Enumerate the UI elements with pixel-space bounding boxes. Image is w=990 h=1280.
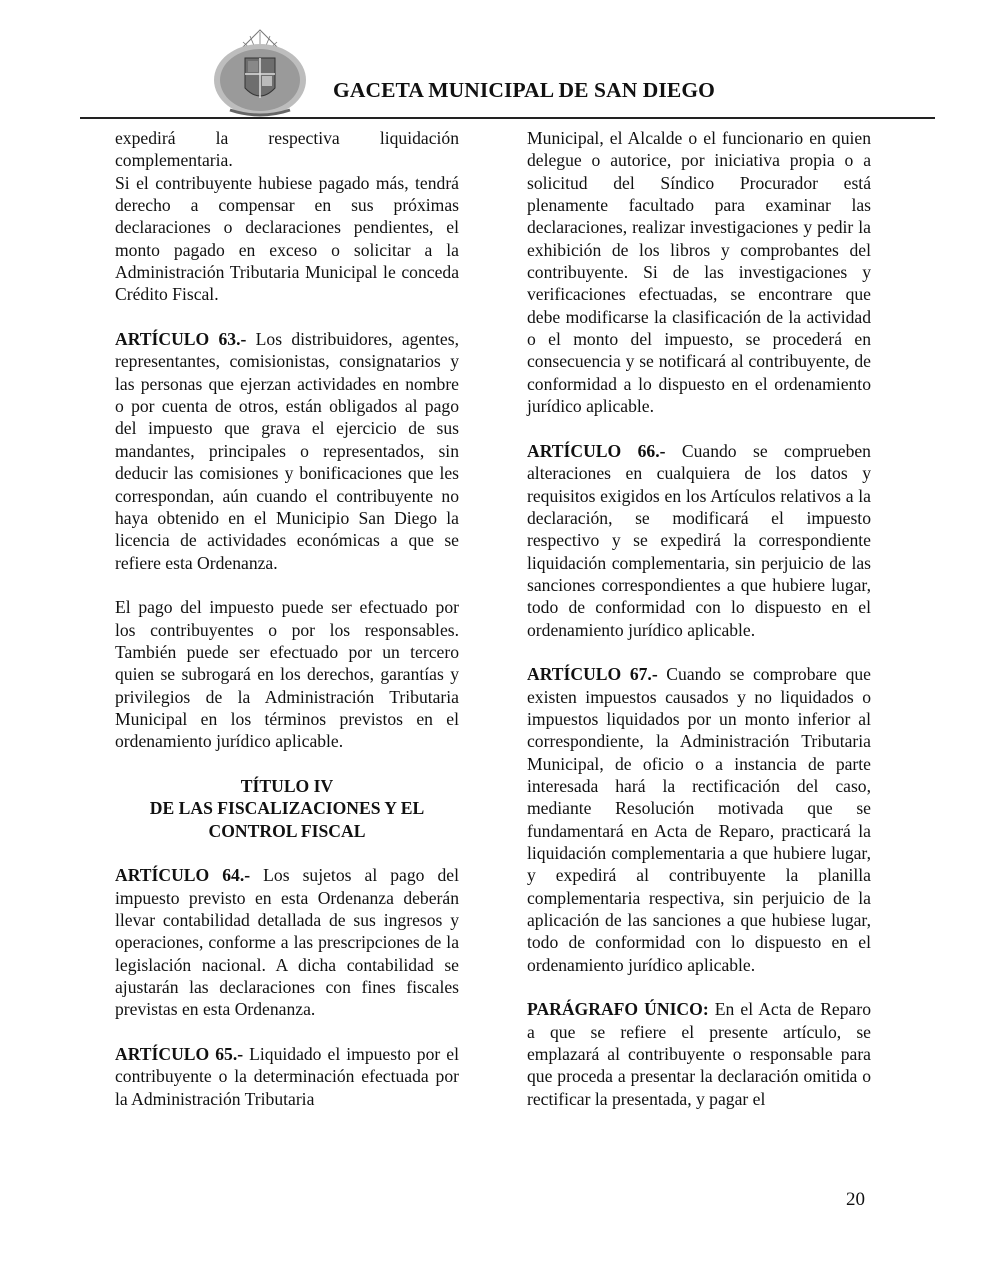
article-text: Los distribuidores, agentes, representantes, comisionistas, consignatarios y las personas que ejerzan actividades en nombre o por cuenta de otros, están obligados al pago del impuesto que grava el ejercicio de sus mandantes, principales o representados, sin deducir las comisiones y bonificaciones que les correspondan, aún cuando el contribuyente no haya obtenido en el Municipio San Diego la licencia de actividades económicas a que se refiere esta Ordenanza. [115, 329, 459, 573]
header-divider [80, 117, 935, 119]
article-label: ARTÍCULO 64.- [115, 865, 251, 886]
paragraph: El pago del impuesto puede ser efectuado por los contribuyentes o por los responsables. También puede ser efectuado por un tercero quien se subrogará en los derechos, garantías y privilegios de la Administración Tributaria Municipal en los términos previstos en el ordenamiento jurídico aplicable. [115, 597, 459, 752]
paragraph-text: En el Acta de Reparo a que se refiere el presente artículo, se emplazará al contribuyente o responsable para que proceda a presentar la declaración omitida o rectificar la presentada, y pagar el [527, 999, 871, 1109]
left-column [115, 127, 459, 1132]
coat-of-arms-logo [210, 28, 310, 120]
gazette-title: GACETA MUNICIPAL DE SAN DIEGO [333, 78, 715, 102]
article-65 [115, 1043, 459, 1110]
article-66 [527, 440, 871, 641]
paragraph: Si el contribuyente hubiese pagado más, tendrá derecho a compensar en sus próximas declaraciones o declaraciones pendientes, el monto pagado en exceso o solicitar a la Administración Tributaria Municipal le conceda Crédito Fiscal. [115, 172, 459, 305]
article-text: Los sujetos al pago del impuesto previsto en esta Ordenanza deberán llevar contabilidad detallada de sus ingresos y operaciones, conforme a las prescripciones de la legislación nacional. A dicha contabilidad se ajustarán las declaraciones con fines fiscales previstas en esta Ordenanza. [115, 865, 459, 1020]
page-number: 20 [846, 1189, 865, 1210]
paragraph: Municipal, el Alcalde o el funcionario en quien delegue o autorice, por iniciativa propia o a solicitud del Síndico Procurador está plenamente facultado para examinar las declaraciones, realizar investigaciones y pedir la exhibición de los libros y comprobantes del contribuyente. Si de las investigaciones y verificaciones efectuadas, se encontrare que debe modificarse la clasificación de la actividad o el monto del impuesto, se procederá en consecuencia y se notificará al contribuyente, de conformidad a lo dispuesto en el ordenamiento jurídico aplicable. [527, 128, 871, 417]
article-text: Liquidado el impuesto por el contribuyente o la determinación efectuada por la Administración Tributaria [115, 1044, 459, 1109]
article-label: ARTÍCULO 67.- [527, 664, 658, 685]
heading-line: DE LAS FISCALIZACIONES Y EL [149, 798, 425, 819]
paragraph-label: PARÁGRAFO ÚNICO: [527, 999, 709, 1020]
article-text: Cuando se comprueben alteraciones en cualquiera de los datos y requisitos exigidos en los Artículos relativos a la declaración, se modificará el impuesto respectivo y se expedirá la correspondiente liquidación complementaria, sin perjuicio de las sanciones correspondientes a que hubiere lugar, todo de conformidad con lo dispuesto en el ordenamiento jurídico aplicable. [527, 440, 871, 640]
section-heading [115, 775, 459, 842]
article-label: ARTÍCULO 66.- [527, 440, 666, 461]
article-63 [115, 328, 459, 574]
article-label: ARTÍCULO 63.- [115, 329, 247, 350]
heading-line: TÍTULO IV [240, 775, 334, 796]
article-64 [115, 864, 459, 1020]
heading-line: CONTROL FISCAL [208, 820, 366, 841]
article-text: Cuando se comprobare que existen impuestos causados y no liquidados o impuestos liquidados por un monto inferior al correspondiente, la Administración Tributaria Municipal, de oficio o a instancia de parte interesada hará la rectificación del caso, mediante Resolución motivada que se fundamentará en Acta de Reparo, practicará la liquidación complementaria a que hubiere lugar, y expedirá al contribuyente la planilla complementaria respectiva, sin perjuicio de la aplicación de las sanciones a que hubiese lugar, todo de conformidad con lo dispuesto en el ordenamiento jurídico aplicable. [527, 664, 871, 975]
paragrafo-unico [527, 998, 871, 1110]
paragraph: expedirá la respectiva liquidación complementaria. [115, 128, 459, 171]
article-67 [527, 663, 871, 976]
right-column [527, 127, 871, 1132]
article-label: ARTÍCULO 65.- [115, 1044, 244, 1065]
